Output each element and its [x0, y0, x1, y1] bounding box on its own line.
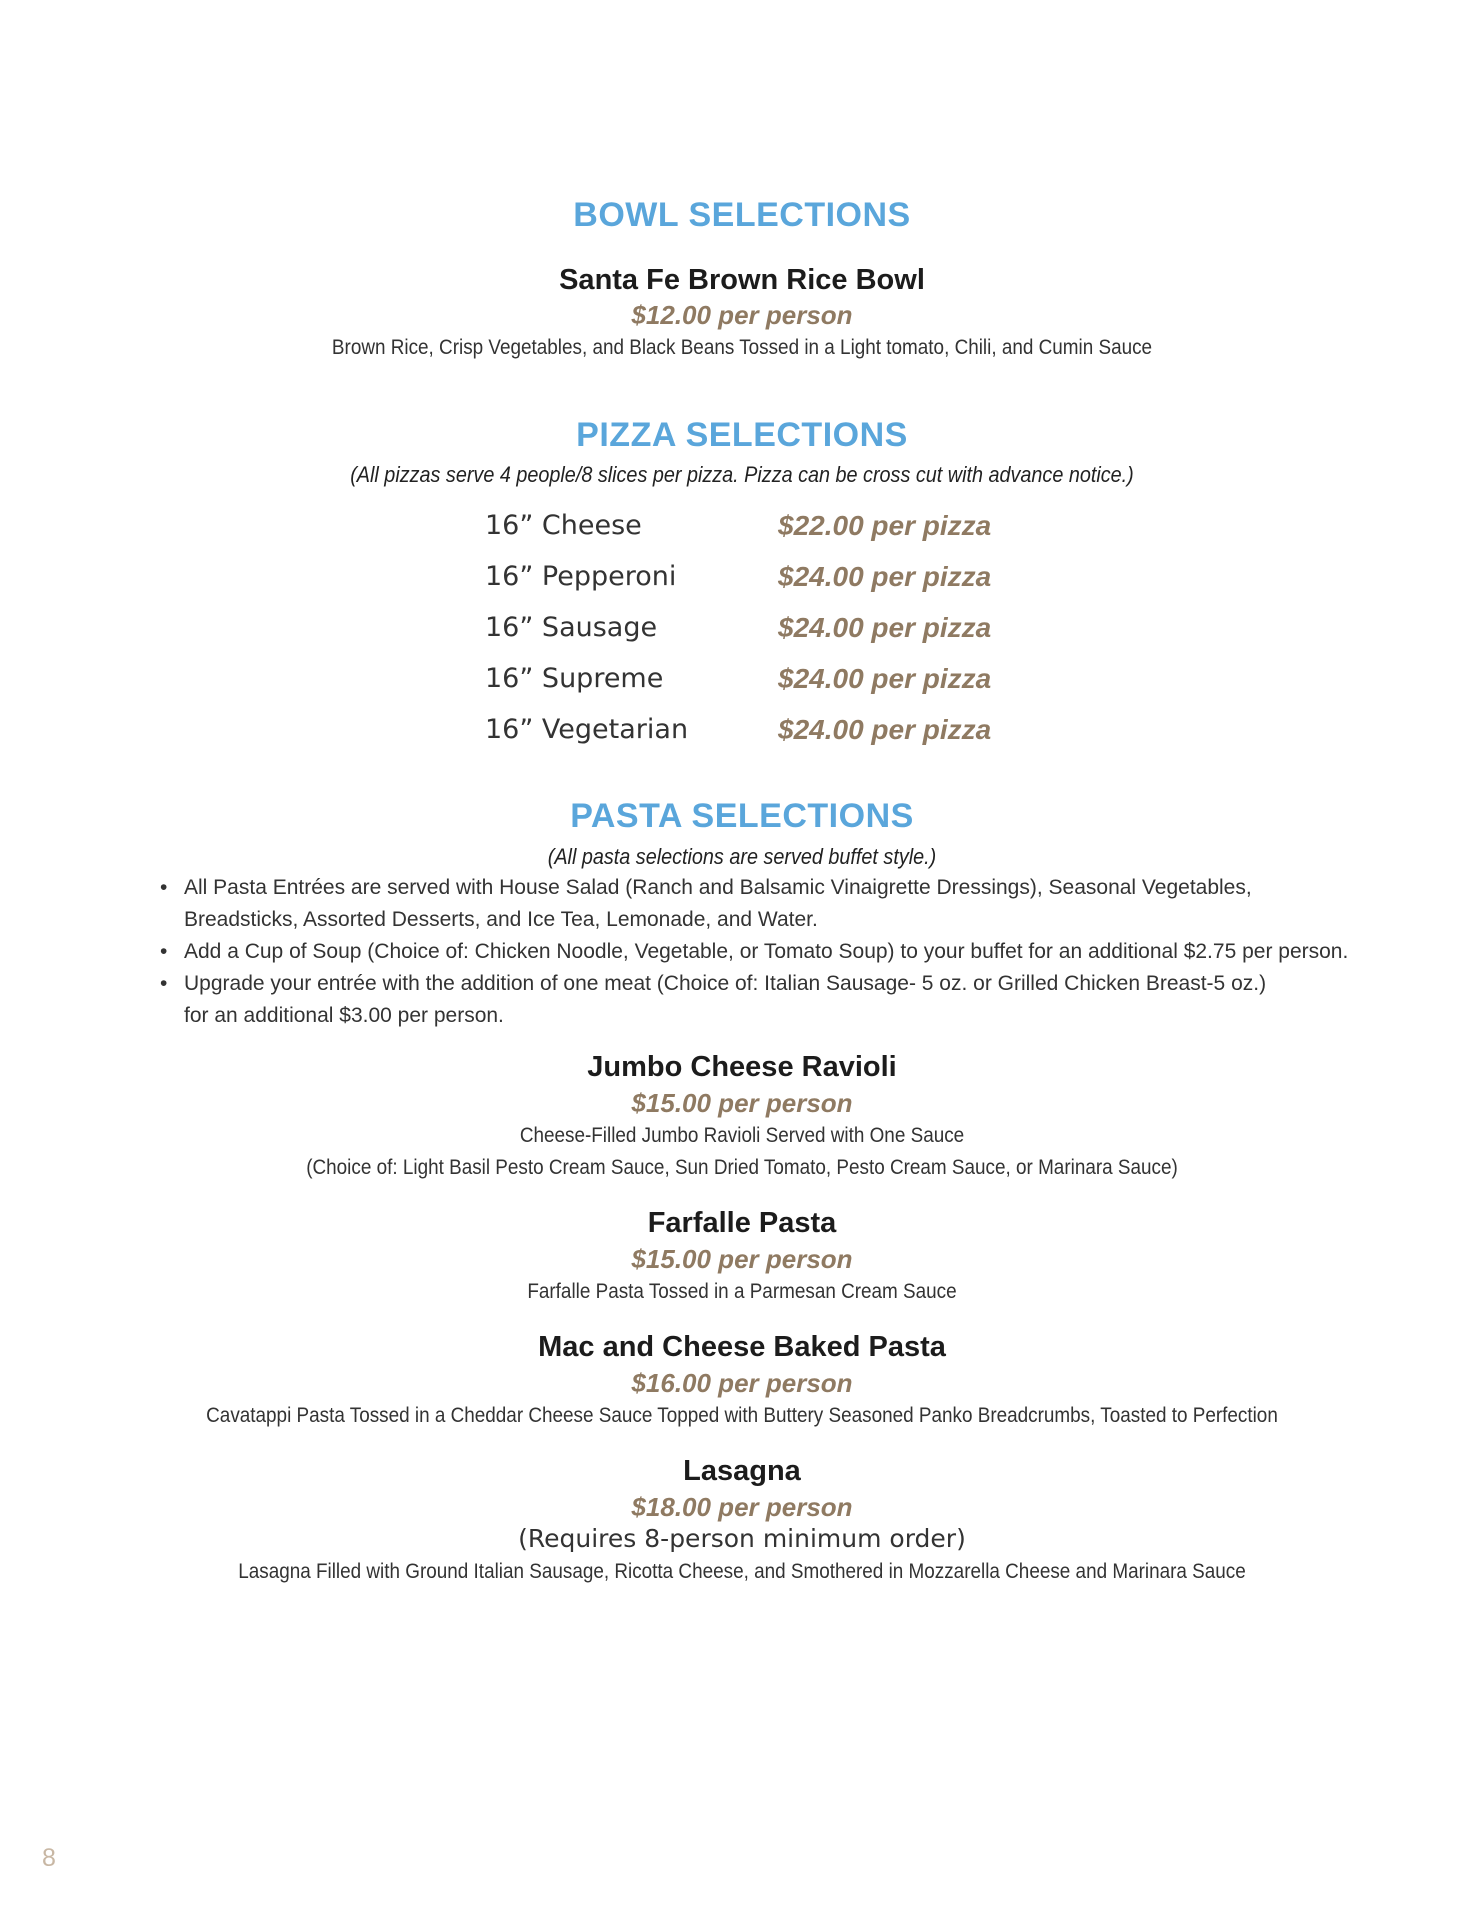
page-number: 8	[42, 1844, 56, 1872]
bullet-icon: •	[160, 940, 168, 963]
pizza-name: 16” Pepperoni	[485, 561, 677, 592]
pasta-selections-heading: PASTA SELECTIONS	[570, 797, 914, 835]
farfalle-name: Farfalle Pasta	[647, 1207, 837, 1239]
lasagna-description: Lasagna Filled with Ground Italian Sausage, Ricotta Cheese, and Smothered in Mozzarella Cheese and Marinara Sauce	[238, 1560, 1246, 1583]
pasta-note: (All pasta selections are served buffet style.)	[547, 844, 937, 869]
bowl-item-description: Brown Rice, Crisp Vegetables, and Black Beans Tossed in a Light tomato, Chili, and Cumin Sauce	[331, 336, 1153, 359]
pizza-name: 16” Vegetarian	[485, 714, 689, 745]
ravioli-price: $15.00 per person	[631, 1088, 853, 1118]
bullet-icon: •	[160, 876, 168, 899]
pizza-row	[0, 510, 1484, 550]
bowl-item-name: Santa Fe Brown Rice Bowl	[559, 264, 925, 296]
list-item	[160, 968, 1400, 1032]
ravioli-sauce-choices: (Choice of: Light Basil Pesto Cream Sauce, Sun Dried Tomato, Pesto Cream Sauce, or Marinara Sauce)	[306, 1156, 1178, 1179]
bowl-selections-heading: BOWL SELECTIONS	[573, 196, 911, 234]
pizza-price: $24.00 per pizza	[778, 612, 992, 643]
bullet-line: Breadsticks, Assorted Desserts, and Ice Tea, Lemonade, and Water.	[184, 908, 818, 931]
list-item	[160, 936, 1400, 968]
farfalle-price: $15.00 per person	[631, 1244, 853, 1274]
bowl-item-price: $12.00 per person	[631, 300, 853, 330]
pizza-name: 16” Cheese	[485, 510, 642, 541]
pizza-price: $24.00 per pizza	[778, 561, 992, 592]
lasagna-name: Lasagna	[683, 1455, 801, 1487]
pizza-row	[0, 714, 1484, 754]
pizza-selections-heading: PIZZA SELECTIONS	[576, 416, 908, 454]
pizza-note: (All pizzas serve 4 people/8 slices per pizza. Pizza can be cross cut with advance notice.)	[350, 462, 1134, 487]
pizza-row	[0, 561, 1484, 601]
farfalle-description: Farfalle Pasta Tossed in a Parmesan Cream Sauce	[527, 1280, 957, 1303]
pizza-row	[0, 612, 1484, 652]
bullet-icon: •	[160, 972, 168, 995]
mac-and-cheese-description: Cavatappi Pasta Tossed in a Cheddar Cheese Sauce Topped with Buttery Seasoned Panko Breadcrumbs, Toasted to Perfection	[206, 1404, 1278, 1427]
pizza-name: 16” Sausage	[485, 612, 658, 643]
bullet-line: Upgrade your entrée with the addition of one meat (Choice of: Italian Sausage- 5 oz. or Grilled Chicken Breast-5 oz.)	[184, 972, 1267, 995]
bullet-line: Add a Cup of Soup (Choice of: Chicken Noodle, Vegetable, or Tomato Soup) to your buffet for an additional $2.75 per person.	[184, 940, 1349, 963]
pizza-name: 16” Supreme	[485, 663, 664, 694]
bullet-line: for an additional $3.00 per person.	[184, 1004, 504, 1027]
mac-and-cheese-name: Mac and Cheese Baked Pasta	[538, 1331, 946, 1363]
lasagna-minimum-note: (Requires 8-person minimum order)	[518, 1524, 966, 1553]
ravioli-description: Cheese-Filled Jumbo Ravioli Served with One Sauce	[519, 1124, 965, 1147]
ravioli-name: Jumbo Cheese Ravioli	[587, 1051, 897, 1083]
pizza-row	[0, 663, 1484, 703]
mac-and-cheese-price: $16.00 per person	[631, 1368, 853, 1398]
pizza-price: $22.00 per pizza	[778, 510, 992, 541]
lasagna-price: $18.00 per person	[631, 1492, 853, 1522]
pizza-price: $24.00 per pizza	[778, 663, 992, 694]
pizza-price: $24.00 per pizza	[778, 714, 992, 745]
pasta-info-list	[160, 872, 1400, 1032]
list-item	[160, 872, 1400, 936]
bullet-line: All Pasta Entrées are served with House Salad (Ranch and Balsamic Vinaigrette Dressings), Seasonal Vegetables,	[184, 876, 1252, 899]
